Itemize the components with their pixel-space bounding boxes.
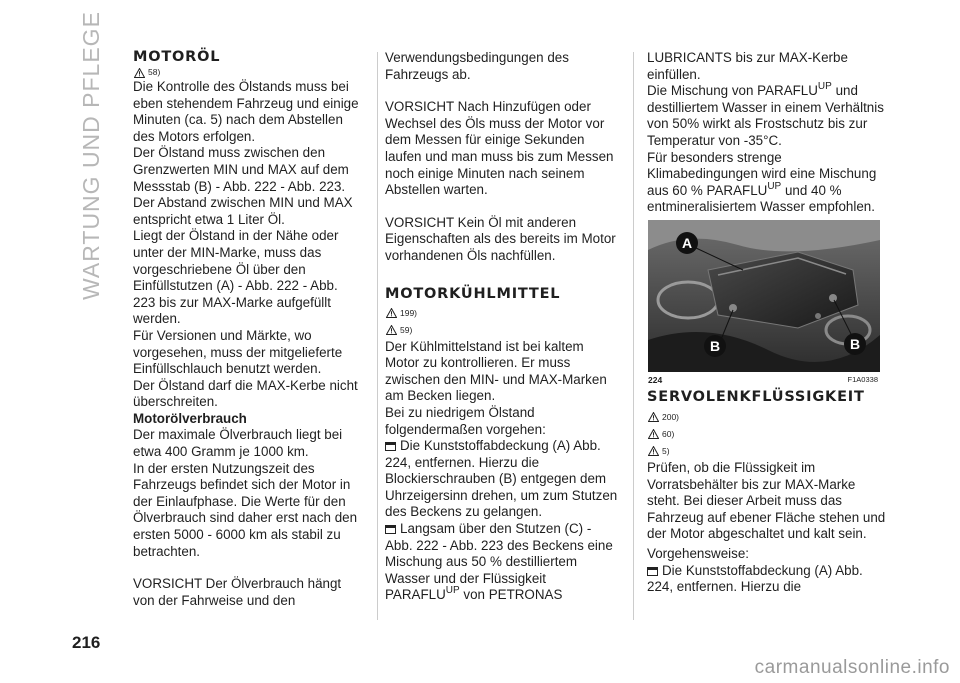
column-3: [647, 50, 887, 596]
paragraph: Für besonders strenge Klimabedingungen wird eine Mischung aus 60 % $PARAFLU^{UP}$ und 40 % entmineralisiertem Wasser empfohlen.: [647, 149, 877, 215]
bullet-item: Langsam über den Stutzen (C) - Abb. 222 - Abb. 223 des Beckens eine Mischung aus 50 % destilliertem Wasser und der Flüssigkeit $PARAFLU^{UP}$ von PETRONAS: [385, 521, 613, 603]
bullet-wrench-icon: [385, 525, 396, 534]
bullet-item: Die Kunststoffabdeckung (A) Abb. 224, entfernen. Hierzu die Blockierschrauben (B) entgegen dem Uhrzeigersinn drehen, um zum Stutzen des Beckens zu gelangen.: [385, 438, 618, 520]
warning-ref: [648, 445, 887, 458]
callout-b: B: [709, 337, 721, 354]
section-title: WARTUNG UND PFLEGE: [78, 11, 104, 300]
paragraph: Der Ölstand darf die MAX-Kerbe nicht überschreiten.: [133, 377, 358, 410]
warning-ref-text: 58): [148, 67, 161, 78]
warning-triangle-icon: [386, 325, 397, 335]
heading-motorkuehlmittel: MOTORKÜHLMITTEL: [385, 285, 561, 302]
paragraph: Die Mischung von $PARAFLU^{UP}$ und destilliertem Wasser in einem Verhältnis von 50% wirkt als Frostschutz bis zur Temperatur von -35°C.: [647, 81, 884, 148]
paragraph: Der Ölstand muss zwischen den Grenzwerten MIN und MAX auf dem Messstab (B) - Abb. 222 - Abb. 223.: [133, 145, 349, 194]
bullet-wrench-icon: [647, 567, 658, 576]
paragraph: VORSICHT Kein Öl mit anderen Eigenschaften als des bereits im Motor vorhandenen Öls nachfüllen.: [385, 214, 616, 263]
warning-triangle-icon: [648, 412, 659, 422]
paragraph: Die Kontrolle des Ölstands muss bei eben stehendem Fahrzeug und einige Minuten (ca. 5) nach dem Abstellen des Motors erfolgen.: [133, 79, 359, 144]
subheading-oelverbrauch: Motorölverbrauch: [133, 410, 247, 426]
warning-ref-text: 59): [400, 324, 413, 335]
engine-cover-photo: [648, 220, 880, 372]
paragraph: LUBRICANTS bis zur MAX-Kerbe einfüllen.: [647, 50, 848, 82]
paragraph: Bei zu niedrigem Ölstand folgendermaßen vorgehen:: [385, 404, 546, 437]
paragraph: Vorgehensweise:: [647, 545, 749, 561]
warning-ref-text: 5): [662, 446, 670, 457]
heading-motoroel: MOTORÖL: [133, 49, 221, 65]
paragraph: Für Versionen und Märkte, wo vorgesehen, muss der mitgelieferte Einfüllschlauch benutzt werden.: [133, 327, 343, 377]
paragraph: VORSICHT Nach Hinzufügen oder Wechsel des Öls muss der Motor vor dem Messen für einige Sekunden laufen und man muss bis zum Messen noch einige Minuten nach seinem Abstellen warten.: [385, 99, 614, 198]
paragraph: Der maximale Ölverbrauch liegt bei etwa 400 Gramm je 1000 km.: [133, 427, 343, 460]
bullet-wrench-icon: [385, 442, 396, 451]
warning-ref: [386, 307, 620, 320]
warning-ref: [134, 66, 363, 79]
heading-servolenkfluessigkeit: SERVOLENKFLÜSSIGKEIT: [647, 388, 865, 405]
column-divider: [633, 52, 634, 620]
warning-ref: [648, 411, 887, 424]
warning-ref: [648, 428, 887, 441]
warning-ref-text: 200): [662, 412, 680, 423]
paragraph: Der Abstand zwischen MIN und MAX entspricht etwa 1 Liter Öl.: [133, 195, 353, 227]
warning-ref-text: 60): [662, 429, 675, 440]
paragraph: Der Kühlmittelstand ist bei kaltem Motor zu kontrollieren. Er muss zwischen den MIN- und MAX-Marken am Becken liegen.: [385, 338, 607, 404]
callout-b: B: [849, 335, 861, 352]
paragraph: VORSICHT Der Ölverbrauch hängt von der Fahrweise und den: [133, 576, 342, 608]
watermark: carmanualsonline.info: [754, 657, 950, 678]
figure-number: 224: [648, 374, 663, 385]
column-2: [385, 50, 620, 604]
info-triangle-icon: [648, 446, 659, 456]
column-divider: [377, 52, 378, 620]
callout-a: A: [681, 234, 693, 251]
paragraph: In der ersten Nutzungszeit des Fahrzeugs befindet sich der Motor in der Einlaufphase. Die Werte für den Ölverbrauch sind daher erst nach den ersten 5000 - 6000 km als stabil zu betrachten.: [133, 460, 358, 559]
warning-ref: [386, 324, 620, 337]
paragraph: Verwendungsbedingungen des Fahrzeugs ab.: [385, 50, 569, 82]
page-number: 216: [72, 633, 101, 652]
figure-224: [648, 220, 880, 385]
warning-triangle-icon: [648, 429, 659, 439]
paragraph: Liegt der Ölstand in der Nähe oder unter der MIN-Marke, muss das vorgeschriebene Öl über den Einfüllstutzen (A) - Abb. 222 - Abb. 223 bis zur MAX-Marke aufgefüllt werden.: [133, 228, 339, 327]
warning-ref-text: 199): [400, 307, 418, 318]
paragraph: Prüfen, ob die Flüssigkeit im Vorratsbehälter bis zur MAX-Marke steht. Bei dieser Arbeit muss das Fahrzeug auf ebener Fläche stehen und der Motor abgeschaltet und kalt sein.: [647, 459, 886, 542]
bullet-item: Die Kunststoffabdeckung (A) Abb. 224, entfernen. Hierzu die: [647, 562, 863, 595]
figure-code: F1A0338: [847, 374, 878, 384]
warning-triangle-icon: [386, 308, 397, 318]
column-1: [133, 48, 363, 609]
warning-triangle-icon: [134, 68, 145, 78]
